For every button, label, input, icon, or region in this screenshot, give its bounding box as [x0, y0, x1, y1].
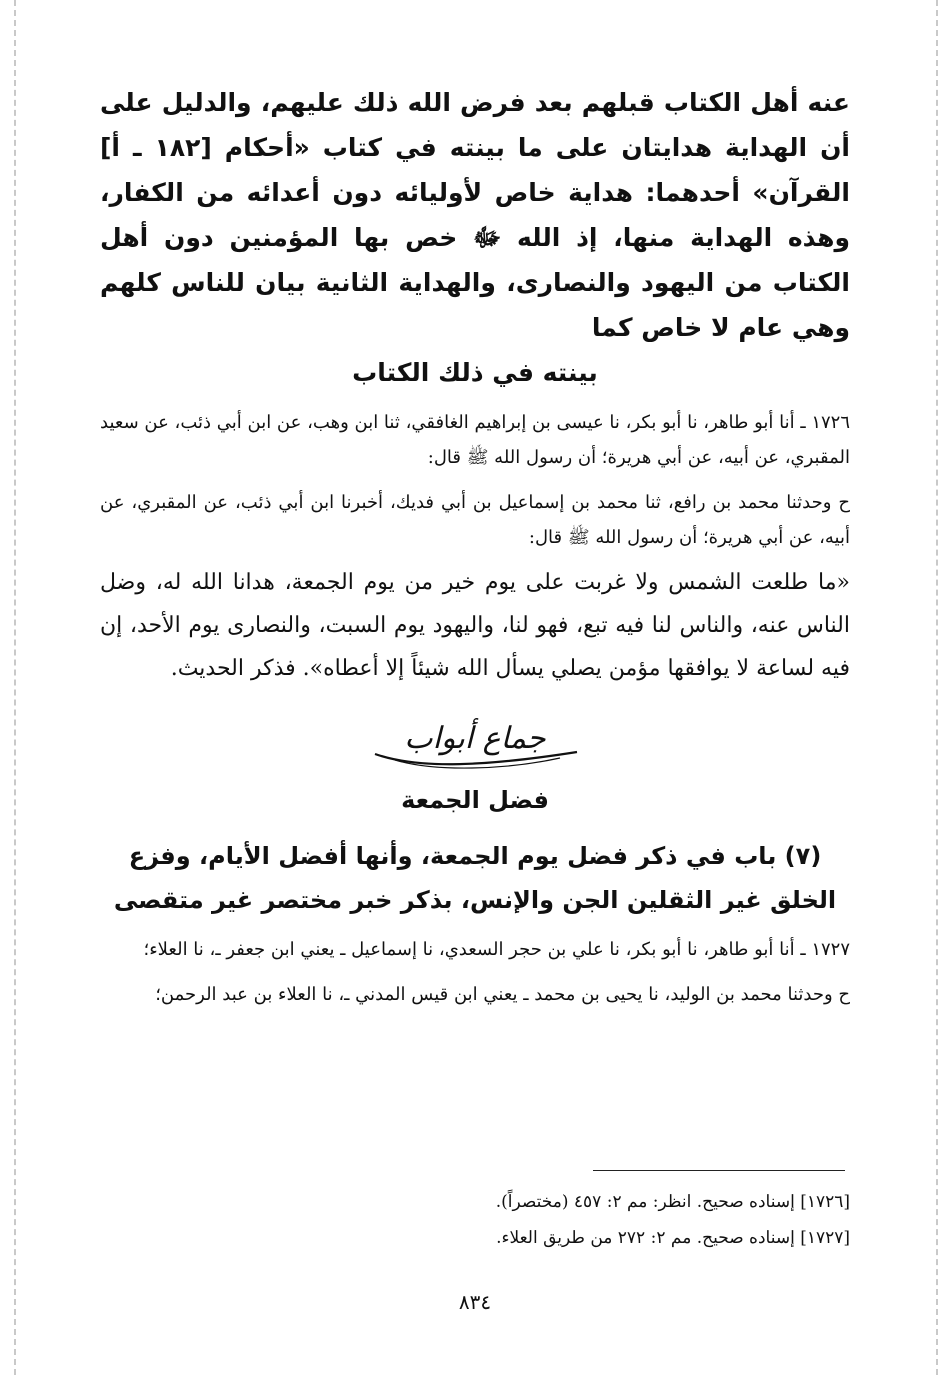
hadith-1726-chain-1: ١٧٢٦ ـ أنا أبو طاهر، نا أبو بكر، نا عيسى بن إبراهيم الغافقي، ثنا ابن وهب، عن ابن أبي ذئب، عن سعيد المقبري، عن أبيه، عن أبي هريرة؛ أن رسول الله ﷺ قال:: [100, 412, 850, 468]
section-title: فضل الجمعة: [401, 786, 549, 814]
footnotes: [100, 1184, 850, 1256]
hadith-1726-text: «ما طلعت الشمس ولا غربت على يوم خير من يوم الجمعة، هدانا الله له، وضل الناس عنه، والناس لنا فيه تبع، فهو لنا، واليهود يوم السبت، والنصارى يوم الأحد، إن فيه لساعة لا يوافقها مؤمن يصلي يسأل الله شيئاً إلا أعطاه». فذكر الحديث.: [100, 570, 850, 681]
page-content: [100, 80, 850, 1012]
footnote-divider: [593, 1170, 845, 1171]
intro-last-line: بينته في ذلك الكتاب: [352, 358, 598, 387]
intro-paragraph-text: عنه أهل الكتاب قبلهم بعد فرض الله ذلك عليهم، والدليل على أن الهداية هدايتان على ما بينته في كتاب «أحكام [١٨٢ ـ أ] القرآن» أحدهما: هداية خاص لأوليائه دون أعدائه من الكفار، وهذه الهداية منها، إذ الله ﷻ خص بها المؤمنين دون أهل الكتاب من اليهود والنصارى، والهداية الثانية بيان للناس كلهم وهي عام لا خاص كما: [100, 88, 850, 342]
hadith-1727-chain-1: ١٧٢٧ ـ أنا أبو طاهر، نا أبو بكر، نا علي بن حجر السعدي، نا إسماعيل ـ يعني ابن جعفر ـ، نا العلاء؛: [143, 939, 850, 960]
hadith-1727-chain-2: ح وحدثنا محمد بن الوليد، نا يحيى بن محمد ـ يعني ابن قيس المدني ـ، نا العلاء بن عبد الرحمن؛: [155, 984, 850, 1005]
page-number: ٨٣٤: [458, 1290, 492, 1314]
ornament-text: جماع أبواب: [404, 721, 546, 756]
footnote-1726: [١٧٢٦] إسناده صحيح. انظر: مم ٢: ٤٥٧ (مختصراً).: [495, 1192, 850, 1212]
page-edge-right: [936, 0, 938, 1375]
intro-paragraph: [100, 80, 850, 395]
footnote-1727: [١٧٢٧] إسناده صحيح. مم ٢: ٢٧٢ من طريق العلاء.: [496, 1228, 850, 1248]
calligraphy-ornament: [355, 712, 595, 772]
page-edge-left: [14, 0, 16, 1375]
chapter-heading: (٧) باب في ذكر فضل يوم الجمعة، وأنها أفضل الأيام، وفزع الخلق غير الثقلين الجن والإنس، بذكر خبر مختصر غير متقصى: [113, 842, 837, 914]
hadith-1726-chain-2: ح وحدثنا محمد بن رافع، ثنا محمد بن إسماعيل بن أبي فديك، أخبرنا ابن أبي ذئب، عن المقبري، عن أبيه، عن أبي هريرة؛ أن رسول الله ﷺ قال:: [100, 492, 850, 548]
